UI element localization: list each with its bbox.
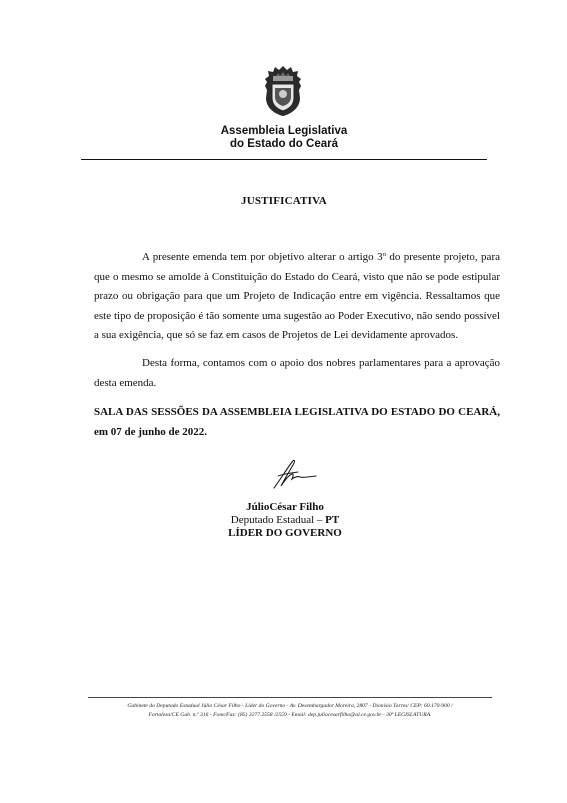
closing-text: SALA DAS SESSÕES DA ASSEMBLEIA LEGISLATIVA DO ESTADO DO CEARÁ, em 07 de junho de 2022. xyxy=(94,406,500,438)
justification-paragraph-1 xyxy=(94,248,500,346)
closing-statement xyxy=(94,403,500,442)
justification-paragraph-2 xyxy=(94,354,500,393)
signatory-role xyxy=(160,514,410,527)
paragraph-1-text: A presente emenda tem por objetivo alterar o artigo 3º do presente projeto, para que o mesmo se amolde à Constituição do Estado do Ceará, visto que não se pode estipular prazo ou obrigação para que um Projeto de Indicação entre em vigência. Ressaltamos que este tipo de proposição é tão somente uma sugestão ao Poder Executivo, não sendo possível a sua exigência, que só se faz em casos de Projetos de Lei devidamente aprovados. xyxy=(94,251,500,341)
footer-divider xyxy=(88,697,492,698)
signatory-name: JúlioCésar Filho xyxy=(246,501,324,513)
signatory-role-text: Deputado Estadual – xyxy=(230,514,326,526)
document-title: JUSTIFICATIVA xyxy=(241,195,327,207)
signatory-party: PT xyxy=(325,514,340,526)
institution-name-line1: Assembleia Legislativa xyxy=(220,125,348,137)
coat-of-arms-seal xyxy=(263,64,303,118)
footer-address-line2: Fortaleza/CE Gab. n.º 316 - Fone/Fax: (85) 3277.2558 /2559 - Email: dep.juliocesarfilho@al.ce.gov.br - 30ª LEGISLATURA. xyxy=(148,712,432,718)
paragraph-2-text: Desta forma, contamos com o apoio dos nobres parlamentares para a aprovação desta emenda. xyxy=(94,357,500,389)
institution-name-line2: do Estado do Ceará xyxy=(230,138,338,150)
handwritten-signature xyxy=(270,456,320,492)
header-divider xyxy=(81,159,487,160)
footer-address-line1: Gabinete do Deputado Estadual Júlio César Filho - Líder do Governo - Av. Desembargador Moreira, 2807 - Dionísio Torres/ CEP: 60.170-900 / xyxy=(127,703,453,709)
signatory-position: LÍDER DO GOVERNO xyxy=(228,527,342,539)
